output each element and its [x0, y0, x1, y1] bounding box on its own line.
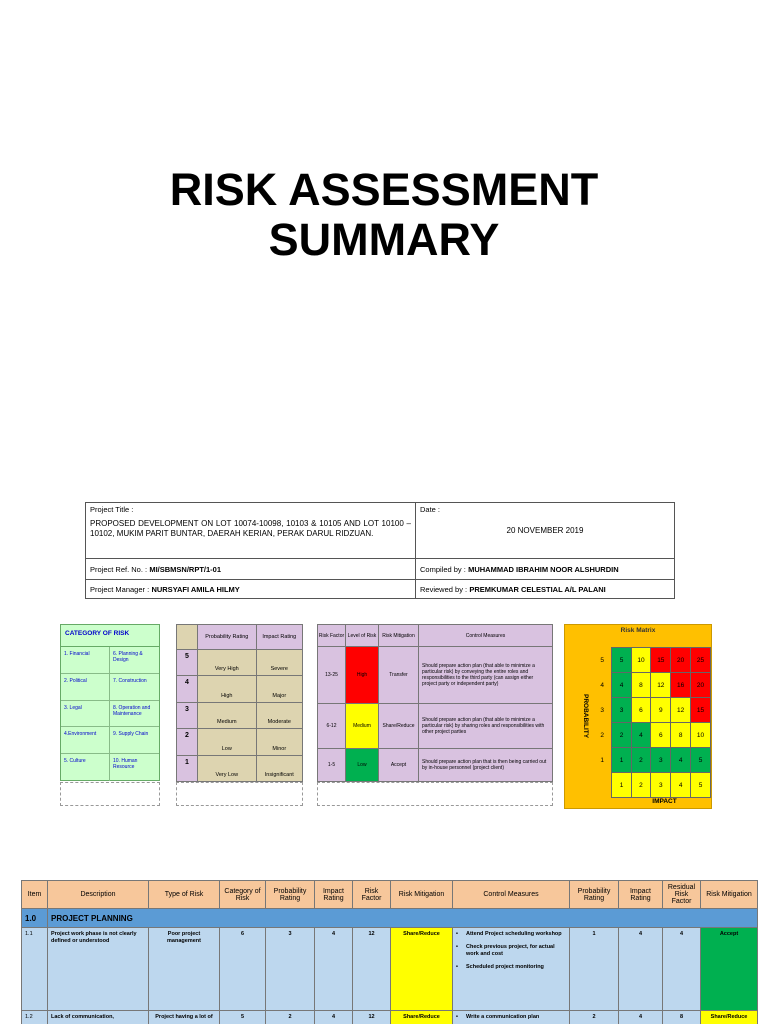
category-row: 4.Environment 9. Supply Chain [61, 727, 159, 754]
probability-label: PROBABILITY [582, 693, 589, 739]
level-medium: Medium [346, 703, 379, 748]
table-header: Item Description Type of Risk Category of Risk Probability Rating Impact Rating Risk Factor Risk Mitigation Control Measures Probability Rating Impact Rating Residual Risk Factor Risk Mitigation [22, 881, 758, 909]
risk-matrix: Risk Matrix PROBABILITY 5 5 10 15 20 25 4 4 8 12 16 20 3 3 6 9 12 15 2 2 4 6 8 10 1 1 2 3 4 5 1 2 3 4 5 IMPACT [564, 624, 712, 809]
compiled-by: MUHAMMAD IBRAHIM NOOR ALSHURDIN [468, 564, 619, 574]
project-info-table: Project Title : PROPOSED DEVELOPMENT ON LOT 10074-10098, 10103 & 10105 AND LOT 10100 – 10102, MUKIM PARIT BUNTAR, DAERAH KERIAN, PERAK DARUL RIDZUAN. Date : 20 NOVEMBER 2019 Project Ref. No. : MI/SBMSN/RPT/1-01 Compiled by : MUHAMMAD IBRAHIM NOOR ALSHURDIN Project Manager : NURSYAFI AMILA HILMY Reviewed by : PREMKUMAR CELESTIAL A/L PALANI [85, 502, 675, 599]
probability-impact-table: Probability Rating Impact Rating 5 Very High Severe 4 High Major 3 Medium Moderate 2 Low Minor 1 Very Low Insignificant [176, 624, 303, 782]
risk-register-table [21, 880, 758, 1024]
page-title: RISK ASSESSMENT SUMMARY [169, 164, 599, 265]
divider [60, 782, 160, 806]
level-high: High [346, 647, 379, 704]
project-ref: MI/SBMSN/RPT/1-01 [149, 564, 222, 574]
category-row: 3. Legal 8. Operation and Maintenance [61, 701, 159, 728]
project-title: PROPOSED DEVELOPMENT ON LOT 10074-10098, 10103 & 10105 AND LOT 10100 – 10102, MUKIM PARIT BUNTAR, DAERAH KERIAN, PERAK DARUL RIDZUAN. [90, 519, 411, 538]
reviewed-by: PREMKUMAR CELESTIAL A/L PALANI [469, 584, 606, 594]
divider [317, 782, 553, 806]
impact-label: IMPACT [652, 798, 677, 805]
category-row: 1. Financial 6. Planning & Design [61, 647, 159, 674]
category-row: 5. Culture 10. Human Resource [61, 754, 159, 781]
section-row: 1.0 PROJECT PLANNING [22, 909, 758, 928]
category-row: 2. Political 7. Construction [61, 674, 159, 701]
table-row: 1.1 Project work phase is not clearly defined or understood Poor project management 6 3 4 12 Share/Reduce • Attend Project scheduling workshop • Check previous project, for actual work and cost • Scheduled project monitoring 1 4 4 Accept [22, 928, 758, 1011]
category-of-risk: CATEGORY OF RISK 1. Financial 6. Planning & Design 2. Political 7. Construction 3. Legal 8. Operation and Maintenance 4.Environment 9. Supply Chain 5. Culture 10. Human Resource [60, 624, 160, 781]
table-row: 1.2 Lack of communication, Project having a lot of 5 2 4 12 Share/Reduce • Write a communication plan 2 4 8 Share/Reduce [22, 1011, 758, 1024]
risk-matrix-grid: 5 5 10 15 20 25 4 4 8 12 16 20 3 3 6 9 12 15 2 2 4 6 8 10 1 1 2 3 4 5 1 2 3 4 5 [593, 647, 711, 798]
date-value: 20 NOVEMBER 2019 [506, 526, 584, 535]
level-low: Low [346, 748, 379, 781]
level-of-risk-table: Risk Factor Level of Risk Risk Mitigation Control Measures 13-25 High Transfer Should prepare action plan (that able to minimize a particular risk) by conveying the entire roles and responsibilities to the third party (can assign either project party or independent party) 6-12 Medium Share/Reduce Should prepare action plan (that able to minimize a particular risk) by sharing roles and responsibilities with other project parties 1-5 Low Accept Should prepare action plan that is then being carried out by in-house personnel (project client) [317, 624, 553, 782]
project-manager: NURSYAFI AMILA HILMY [151, 584, 240, 594]
divider [176, 782, 303, 806]
